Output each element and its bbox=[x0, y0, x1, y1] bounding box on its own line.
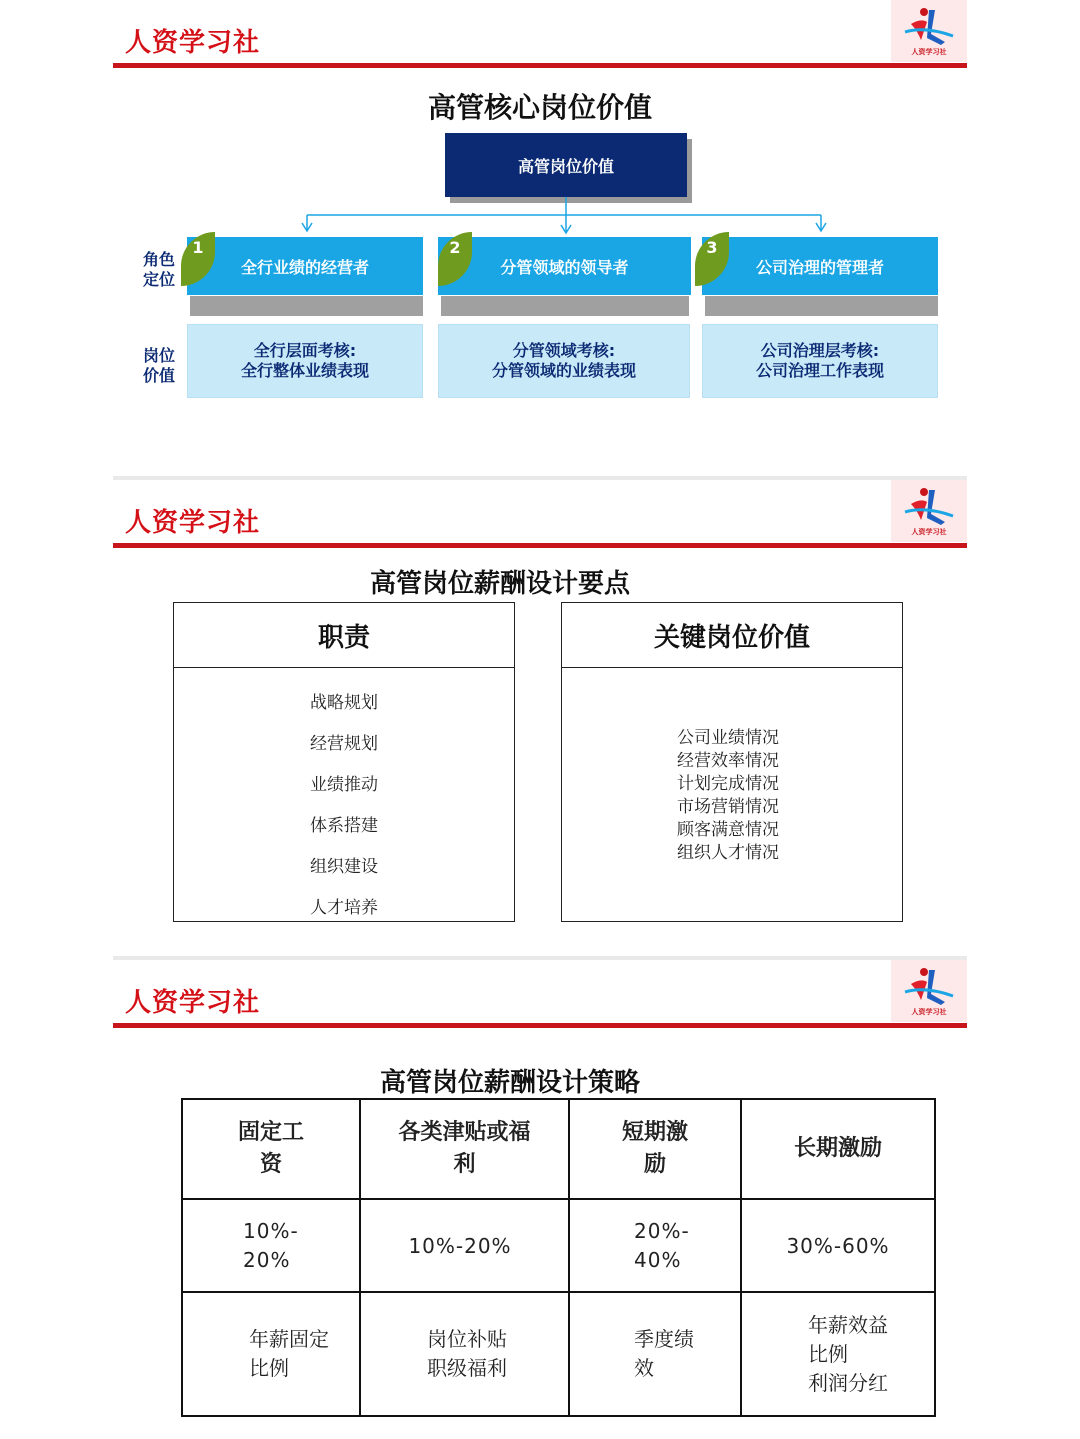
leaf-badge-3: 3 bbox=[695, 232, 729, 286]
table-cell: 季度绩 效 bbox=[569, 1292, 741, 1416]
responsibility-panel bbox=[173, 602, 515, 922]
table-cell: 30%-60% bbox=[741, 1199, 935, 1292]
role-shadow bbox=[190, 296, 423, 316]
key-value-list bbox=[554, 727, 902, 865]
list-item: 战略规划 bbox=[310, 693, 378, 713]
side-label-role: 角色 定位 bbox=[143, 250, 176, 289]
responsibility-list bbox=[174, 683, 514, 929]
logo bbox=[891, 0, 967, 62]
role-shadow bbox=[705, 296, 938, 316]
red-divider bbox=[113, 543, 967, 548]
list-item: 体系搭建 bbox=[310, 816, 378, 836]
header-cell: 短期激 励 bbox=[569, 1099, 741, 1199]
list-item: 人才培养 bbox=[310, 898, 378, 918]
role-box-2: 分管领域的领导者 bbox=[438, 237, 691, 295]
table-cell: 年薪固定 比例 bbox=[182, 1292, 360, 1416]
logo-icon bbox=[891, 480, 967, 530]
table-row bbox=[182, 1292, 935, 1416]
side-label-value: 岗位 价值 bbox=[143, 346, 176, 385]
slide-core-value bbox=[113, 0, 967, 476]
list-item: 组织人才情况 bbox=[677, 843, 779, 863]
table-row bbox=[182, 1199, 935, 1292]
red-divider bbox=[113, 1023, 967, 1028]
value-box-3: 公司治理层考核: 公司治理工作表现 bbox=[702, 324, 938, 398]
brand-title: 人资学习社 bbox=[125, 988, 261, 1018]
slide3-title: 高管岗位薪酬设计策略 bbox=[379, 1068, 640, 1098]
list-item: 组织建设 bbox=[310, 857, 378, 877]
slide-design-points bbox=[113, 480, 967, 956]
list-item: 公司业绩情况 bbox=[677, 728, 779, 748]
logo-text: 人资学习社 bbox=[911, 528, 947, 536]
header-cell: 长期激励 bbox=[741, 1099, 935, 1199]
leaf-badge-2: 2 bbox=[438, 232, 472, 286]
slide-strategy bbox=[113, 960, 967, 1439]
header-cell: 各类津贴或福 利 bbox=[360, 1099, 569, 1199]
logo-text: 人资学习社 bbox=[911, 48, 947, 56]
panel-head: 职责 bbox=[174, 603, 514, 668]
table-cell: 岗位补贴 职级福利 bbox=[360, 1292, 569, 1416]
role-box-1: 全行业绩的经营者 bbox=[187, 237, 423, 295]
top-value-box: 高管岗位价值 bbox=[445, 133, 687, 197]
list-item: 经营效率情况 bbox=[677, 751, 779, 771]
value-box-1: 全行层面考核: 全行整体业绩表现 bbox=[187, 324, 423, 398]
strategy-table bbox=[181, 1098, 936, 1417]
logo bbox=[891, 960, 967, 1022]
role-box-3: 公司治理的管理者 bbox=[702, 237, 938, 295]
table-cell: 20%- 40% bbox=[569, 1199, 741, 1292]
logo-icon bbox=[891, 960, 967, 1010]
logo-icon bbox=[891, 0, 967, 50]
list-item: 计划完成情况 bbox=[677, 774, 779, 794]
logo-text: 人资学习社 bbox=[911, 1008, 947, 1016]
leaf-badge-1: 1 bbox=[181, 232, 215, 286]
table-cell: 10%- 20% bbox=[182, 1199, 360, 1292]
list-item: 市场营销情况 bbox=[677, 797, 779, 817]
value-box-2: 分管领域考核: 分管领域的业绩表现 bbox=[438, 324, 690, 398]
logo bbox=[891, 480, 967, 542]
slide1-title: 高管核心岗位价值 bbox=[427, 91, 652, 124]
role-shadow bbox=[441, 296, 689, 316]
brand-title: 人资学习社 bbox=[125, 508, 261, 538]
key-value-panel bbox=[561, 602, 903, 922]
panel-head: 关键岗位价值 bbox=[562, 603, 902, 668]
red-divider bbox=[113, 63, 967, 68]
list-item: 经营规划 bbox=[310, 734, 378, 754]
header-cell: 固定工 资 bbox=[182, 1099, 360, 1199]
list-item: 业绩推动 bbox=[310, 775, 378, 795]
list-item: 顾客满意情况 bbox=[677, 820, 779, 840]
table-cell: 10%-20% bbox=[360, 1199, 569, 1292]
slide2-title: 高管岗位薪酬设计要点 bbox=[369, 569, 630, 599]
brand-title: 人资学习社 bbox=[125, 28, 261, 58]
table-cell: 年薪效益 比例 利润分红 bbox=[741, 1292, 935, 1416]
table-header-row bbox=[182, 1099, 935, 1199]
